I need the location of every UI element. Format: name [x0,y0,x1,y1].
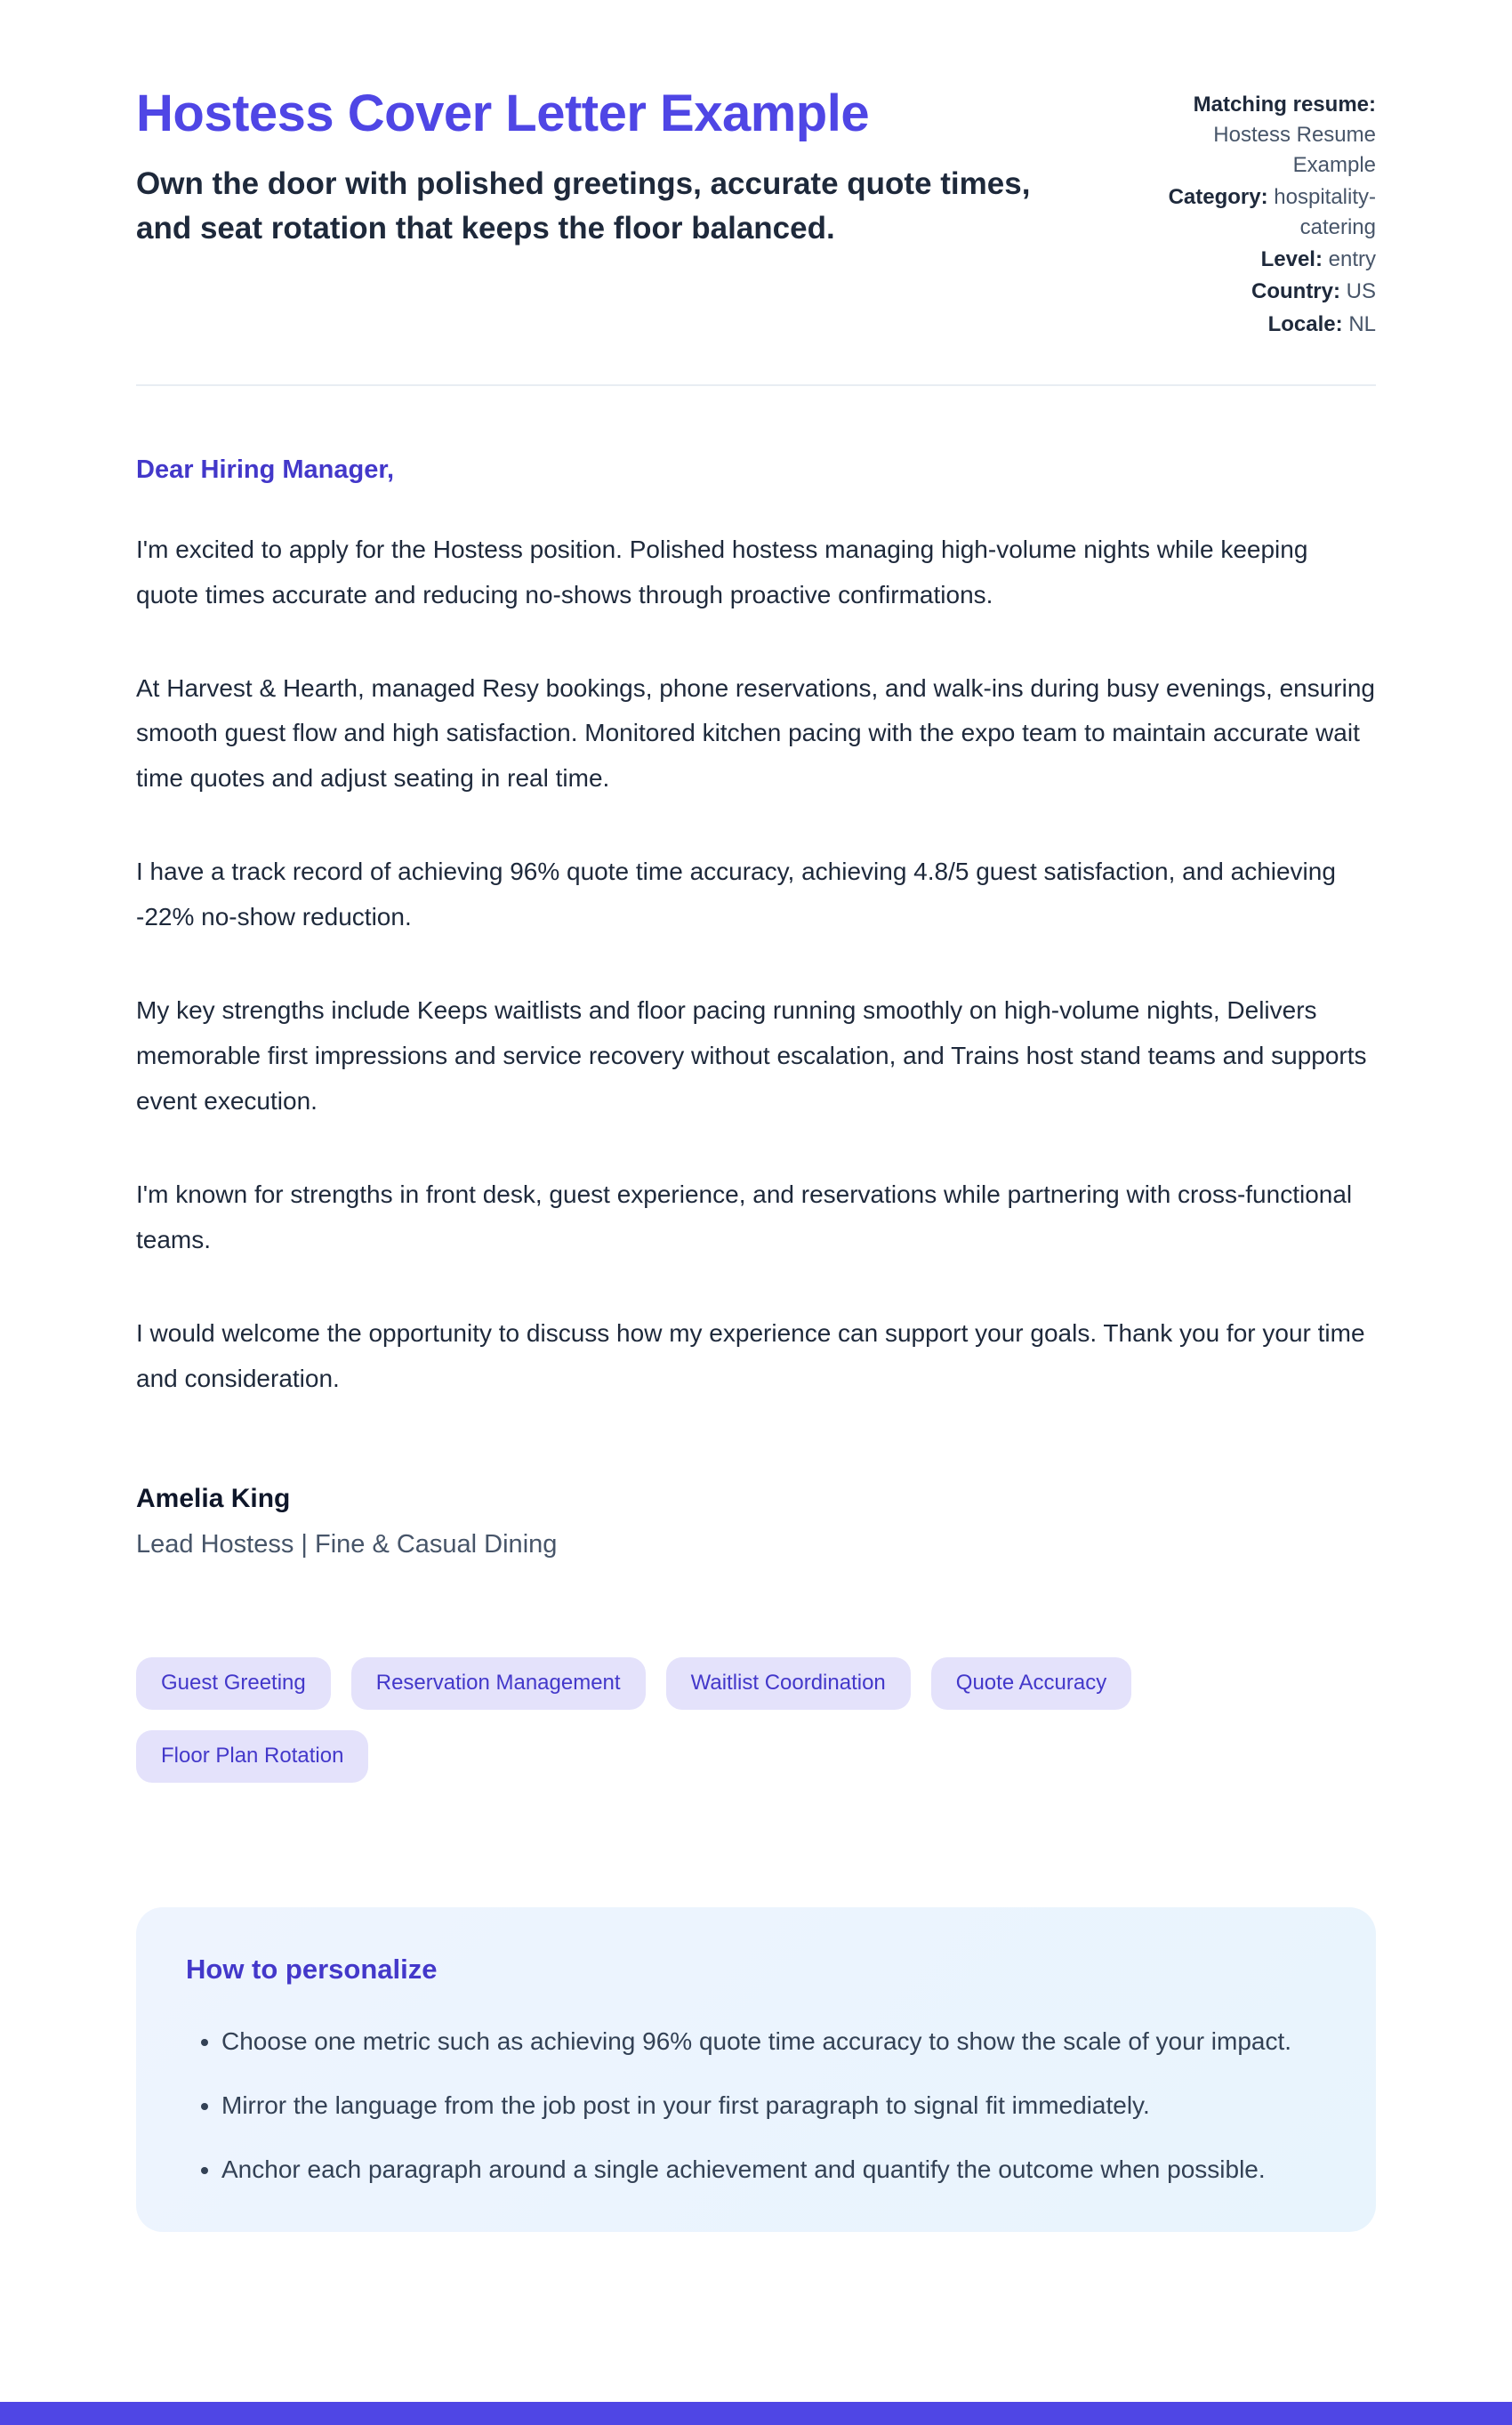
letter-paragraph: I'm excited to apply for the Hostess position. Polished hostess managing high-volume nights while keeping quote times accurate and reducing no-shows through proactive confirmations. [136,535,1308,608]
meta-value: NL [1348,311,1376,336]
personalize-panel [136,1907,1376,2232]
signature-name: Amelia King [136,1483,291,1513]
letter-paragraph: I would welcome the opportunity to discuss how my experience can support your goals. Thank you for your time and consideration. [136,1319,1365,1393]
personalize-bullet: • Anchor each paragraph around a single achievement and quantify the outcome when possible. [221,2147,1326,2192]
meta-label: Matching resume: [1193,93,1376,117]
page-title: Hostess Cover Letter Example [136,85,870,142]
personalize-bullet: • Mirror the language from the job post in your first paragraph to signal fit immediately. [221,2083,1326,2128]
footer-bar [0,2402,1512,2425]
meta-value: entry [1328,247,1376,272]
personalize-bullet: • Choose one metric such as achieving 96% quote time accuracy to show the scale of your impact. [221,2019,1326,2064]
letter-paragraph: At Harvest & Hearth, managed Resy bookings, phone reservations, and walk-ins during busy evenings, ensuring smooth guest flow and high satisfaction. Monitored kitchen pacing with the expo team to maintain accurate wait time quotes and adjust seating in real time. [136,673,1375,793]
tag-list [136,1657,1257,1783]
letter-salutation: Dear Hiring Manager, [136,455,395,484]
meta-item-category [1146,182,1376,243]
tag-badge: Waitlist Coordination [666,1657,911,1710]
tag-badge: Quote Accuracy [931,1657,1131,1710]
header-title-block [136,85,1061,252]
meta-value: Hostess Resume Example [1213,123,1376,178]
letter-paragraph: I have a track record of achieving 96% quote time accuracy, achieving 4.8/5 guest satisfaction, and achieving -22% no-show reduction. [136,858,1336,931]
meta-panel [1146,85,1376,342]
personalize-bullet-list [186,2019,1326,2193]
meta-item-matching-resume [1146,90,1376,181]
meta-item-locale [1146,310,1376,340]
meta-label: Locale: [1267,311,1343,336]
meta-item-country [1146,277,1376,307]
personalize-heading: How to personalize [186,1953,438,1985]
signature-role: Lead Hostess | Fine & Casual Dining [136,1529,558,1559]
meta-label: Category: [1168,185,1268,210]
page-header [136,85,1376,342]
tag-badge: Reservation Management [351,1657,646,1710]
meta-label: Level: [1260,247,1323,272]
meta-label: Country: [1251,279,1340,304]
meta-item-level [1146,245,1376,275]
letter-body [136,386,1376,2232]
tag-badge: Guest Greeting [136,1657,331,1710]
meta-value: US [1346,279,1376,304]
meta-value: hospitality-catering [1274,185,1376,240]
letter-paragraph: My key strengths include Keeps waitlists and floor pacing running smoothly on high-volume nights, Delivers memorable first impressions and service recovery without escalation, and Trains host stand teams and supports event execution. [136,996,1367,1116]
tag-badge: Floor Plan Rotation [136,1730,368,1783]
page-subtitle: Own the door with polished greetings, accurate quote times, and seat rotation that keeps the floor balanced. [136,165,1031,246]
letter-paragraph: I'm known for strengths in front desk, guest experience, and reservations while partnering with cross-functional teams. [136,1180,1353,1254]
